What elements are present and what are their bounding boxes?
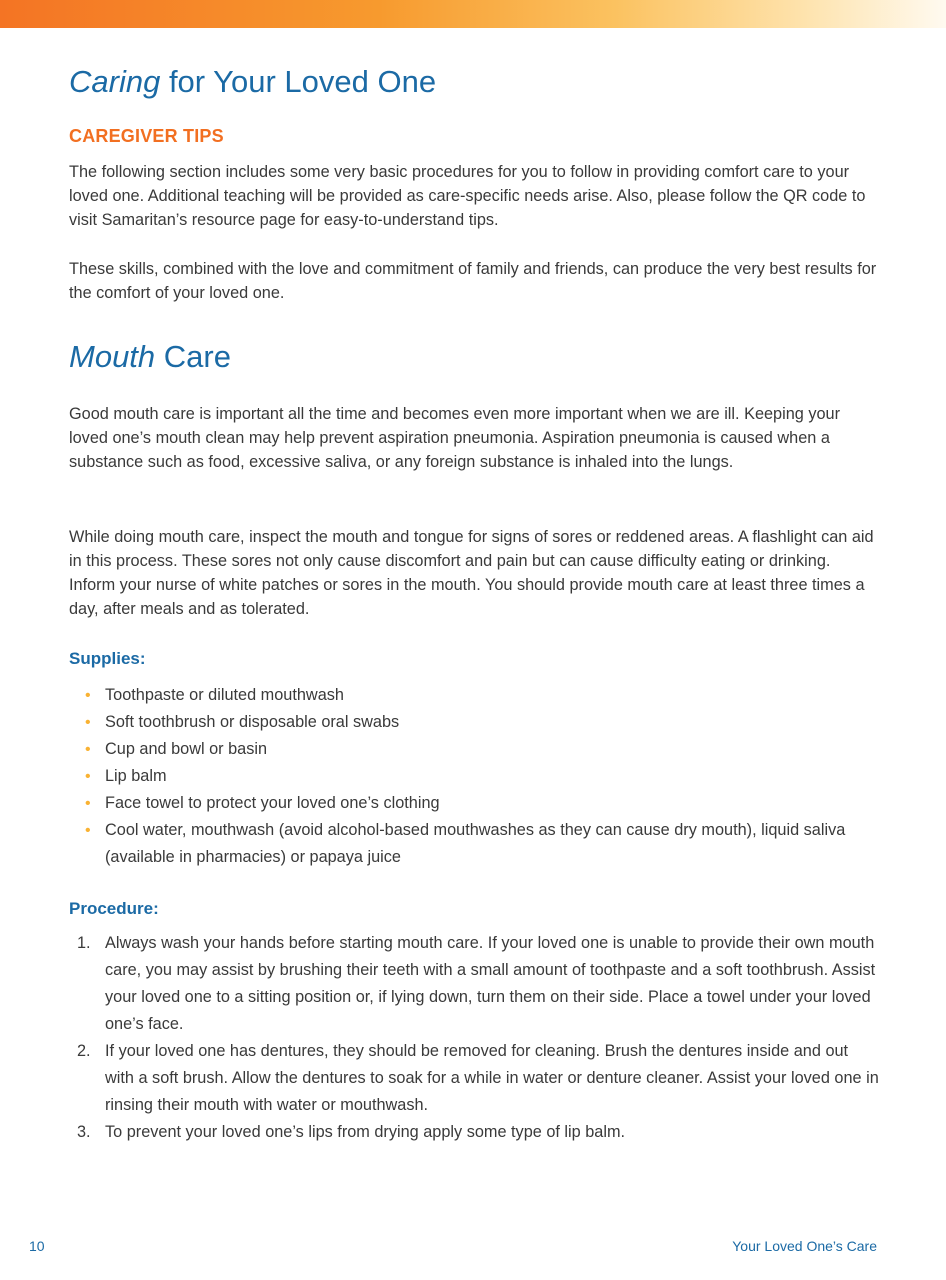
supplies-list — [69, 682, 881, 871]
supply-item-text: Cool water, mouthwash (avoid alcohol-based mouthwashes as they can cause dry mouth), liquid saliva (available in pharmacies) or papaya juice — [105, 821, 846, 866]
mouth-care-heading — [69, 338, 231, 375]
supply-item-text: Cup and bowl or basin — [105, 740, 268, 758]
step-number: 3. — [77, 1123, 91, 1141]
page-title — [69, 63, 436, 100]
supply-item-text: Lip balm — [105, 767, 167, 785]
mouth-care-heading-rest: Care — [155, 339, 231, 374]
supply-item — [69, 790, 881, 817]
bullet-icon: • — [85, 822, 91, 839]
step-number: 2. — [77, 1042, 91, 1060]
procedure-step — [69, 930, 881, 1038]
step-number: 1. — [77, 934, 91, 952]
page-title-emphasis: Caring — [69, 64, 161, 99]
bullet-icon: • — [85, 768, 91, 785]
procedure-list — [69, 930, 881, 1146]
intro-paragraph-1: The following section includes some very basic procedures for you to follow in providing comfort care to your loved one. Additional teaching will be provided as care-specific needs arise. Also, please follow the QR code to visit Samaritan’s resource page for easy-to-understand tips. — [69, 163, 866, 229]
page-title-rest: for Your Loved One — [160, 64, 437, 99]
supply-item-text: Face towel to protect your loved one’s clothing — [105, 794, 440, 812]
procedure-step — [69, 1038, 881, 1119]
bullet-icon: • — [85, 795, 91, 812]
supply-item — [69, 682, 881, 709]
decorative-gradient-bar — [0, 0, 946, 28]
running-footer-title: Your Loved One’s Care — [732, 1238, 877, 1254]
procedure-heading: Procedure: — [69, 899, 159, 918]
supply-item-text: Soft toothbrush or disposable oral swabs — [105, 713, 400, 731]
section-label-caregiver-tips: CAREGIVER TIPS — [69, 126, 224, 146]
supply-item — [69, 763, 881, 790]
procedure-step — [69, 1119, 881, 1146]
mouth-care-heading-emphasis: Mouth — [69, 339, 156, 374]
mouth-care-paragraph-1: Good mouth care is important all the time and becomes even more important when we are ill. Keeping your loved one’s mouth clean may help prevent aspiration pneumonia. Aspiration pneumonia is caused when a substance such as food, excessive saliva, or any foreign substance is inhaled into the lungs. — [69, 405, 841, 471]
step-text: Always wash your hands before starting mouth care. If your loved one is unable to provide their own mouth care, you may assist by brushing their teeth with a small amount of toothpaste and a soft toothbrush. Assist your loved one to a sitting position or, if lying down, turn them on their side. Place a towel under your loved one’s face. — [105, 934, 876, 1033]
page-number: 10 — [29, 1238, 45, 1254]
bullet-icon: • — [85, 741, 91, 758]
supply-item — [69, 709, 881, 736]
supply-item — [69, 736, 881, 763]
step-text: If your loved one has dentures, they should be removed for cleaning. Brush the dentures inside and out with a soft brush. Allow the dentures to soak for a while in water or denture cleaner. Assist your loved one in rinsing their mouth with water or mouthwash. — [105, 1042, 879, 1114]
supply-item-text: Toothpaste or diluted mouthwash — [105, 686, 344, 704]
intro-paragraph-2: These skills, combined with the love and commitment of family and friends, can produce the very best results for the comfort of your loved one. — [69, 260, 877, 302]
bullet-icon: • — [85, 687, 91, 704]
supplies-heading: Supplies: — [69, 649, 146, 668]
mouth-care-paragraph-2: While doing mouth care, inspect the mouth and tongue for signs of sores or reddened areas. A flashlight can aid in this process. These sores not only cause discomfort and pain but can cause difficulty eating or drinking. Inform your nurse of white patches or sores in the mouth. You should provide mouth care at least three times a day, after meals and as tolerated. — [69, 528, 874, 618]
bullet-icon: • — [85, 714, 91, 731]
supply-item — [69, 817, 881, 871]
step-text: To prevent your loved one’s lips from drying apply some type of lip balm. — [105, 1123, 626, 1141]
